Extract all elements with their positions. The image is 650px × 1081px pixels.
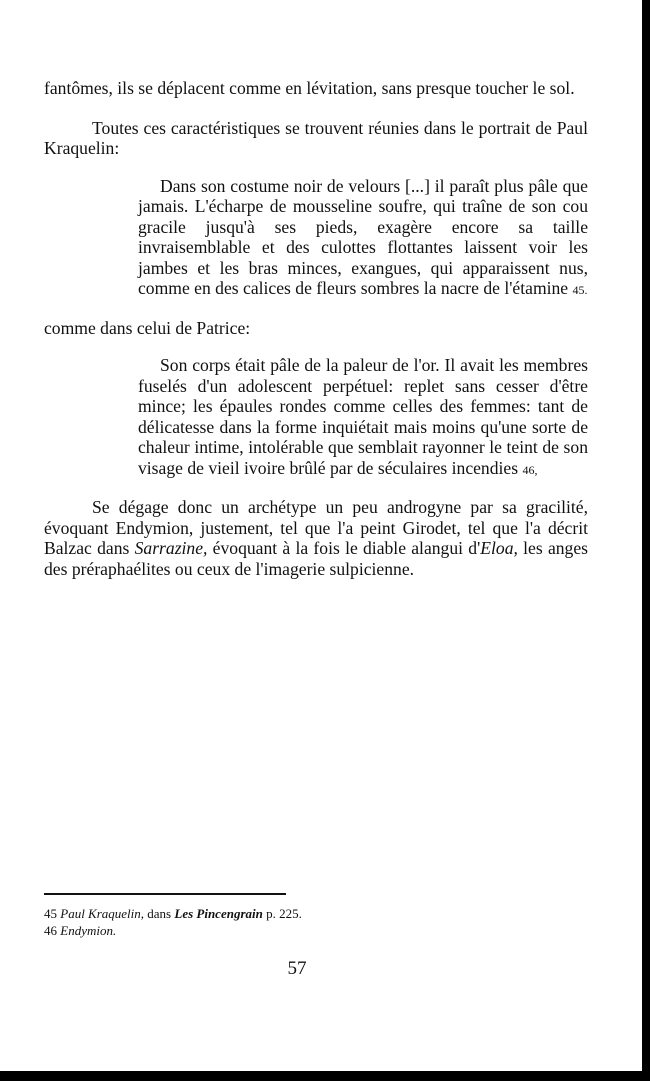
page-number: 57 (287, 958, 307, 979)
paragraph-4-part-c: les anges des préraphaélites ou ceux de l'imagerie sulpicienne. (44, 538, 589, 579)
paragraph-3: comme dans celui de Patrice: (44, 317, 251, 338)
footnote-45-title: Paul Kraquelin, (60, 906, 145, 921)
footnote-46 (44, 922, 564, 939)
footnote-ref-45: 45. (572, 283, 588, 297)
paragraph-1: fantômes, ils se déplacent comme en lévitation, sans presque toucher le sol. (44, 78, 575, 98)
footnote-45-book: Les Pincengrain (174, 906, 263, 921)
block-quote-1 (138, 176, 588, 301)
paragraph-4-part-a: Se dégage donc un archétype un peu androgyne par sa gracilité, évoquant Endymion, justement, tel que l'a peint Girodet, tel que l'a décrit Balzac dans (44, 497, 588, 558)
footnote-46-title: Endymion. (60, 923, 117, 938)
block-quote-2-text: Son corps était pâle de la paleur de l'or. Il avait les membres fuselés d'un adolescent perpétuel: replet sans cesser d'être mince; les épaules rondes comme celles des femmes: tant de délicatesse dans la forme inquiétait mais moins qu'une sorte de chaleur intime, intolérable que semblait rayonner le teint de son visage de vieil ivoire brûlé par de séculaires incendies (138, 355, 588, 478)
scan-border-bottom (0, 1071, 650, 1081)
footnote-ref-46: 46, (522, 462, 538, 477)
block-quote-2 (138, 355, 588, 480)
footnote-45-page: p. 225. (262, 906, 302, 921)
footnotes (44, 905, 564, 939)
title-eloa: Eloa, (480, 538, 518, 558)
block-quote-1-text: Dans son costume noir de velours [...] il paraît plus pâle que jamais. L'écharpe de mousseline soufre, qui traîne de son cou gracile jusqu'à ses pieds, exagère encore sa taille invraisemblable et des culottes flottantes laissent voir les jambes et les bras minces, exangues, qui apparaissent nus, comme en des calices de fleurs sombres la nacre de l'étamine (138, 175, 588, 298)
footnote-45 (44, 905, 564, 922)
footnote-46-number: 46 (44, 923, 57, 938)
footnote-45-number: 45 (44, 906, 57, 921)
footnote-45-mid: dans (144, 906, 175, 921)
paragraph-4 (44, 497, 588, 579)
page-body (44, 78, 588, 579)
paragraph-4-part-b: évoquant à la fois le diable alangui d' (207, 538, 481, 558)
title-sarrazine: Sarrazine, (134, 538, 208, 558)
paragraph-2: Toutes ces caractéristiques se trouvent réunies dans le portrait de Paul Kraquelin: (44, 117, 588, 158)
scan-border-right (642, 0, 650, 1081)
footnote-separator (44, 893, 286, 895)
